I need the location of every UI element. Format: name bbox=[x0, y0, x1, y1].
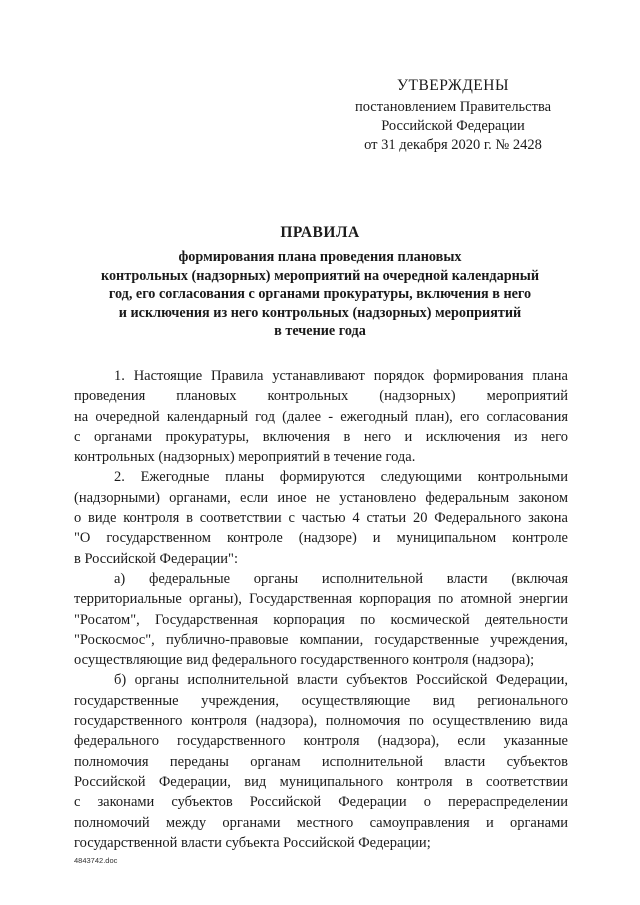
body-line: 2. Ежегодные планы формируются следующими контрольными bbox=[114, 469, 568, 486]
body-line: (надзорными) органами, если иное не установлено федеральным законом bbox=[74, 489, 568, 506]
approval-line: от 31 декабря 2020 г. № 2428 bbox=[364, 137, 542, 153]
title-line: год, его согласования с органами прокуратуры, включения в него bbox=[108, 286, 532, 302]
title-line: и исключения из него контрольных (надзорных) мероприятий bbox=[118, 304, 522, 321]
approval-block bbox=[338, 76, 568, 155]
body-line: с законами субъектов Российской Федерации о перераспределении bbox=[74, 794, 568, 811]
approval-line: постановлением Правительства bbox=[354, 99, 552, 115]
body-line: 1. Настоящие Правила устанавливают порядок формирования плана bbox=[114, 368, 568, 384]
body-line: федерального государственного контроля (надзора), если указанные bbox=[74, 733, 568, 750]
approval-heading: УТВЕРЖДЕНЫ bbox=[397, 77, 509, 94]
body-line: полномочий между органами местного самоуправления и органами bbox=[74, 814, 568, 831]
body-line: в Российской Федерации": bbox=[74, 550, 238, 567]
body-line: на очередной календарный год (далее - ежегодный план), его согласования bbox=[74, 408, 568, 425]
body-line: государственного контроля (надзора), полномочия по осуществлению вида bbox=[74, 713, 568, 730]
body-line: "Роскосмос", публично-правовые компании, государственные учреждения, bbox=[74, 631, 568, 648]
document-title bbox=[70, 224, 570, 341]
title-main: ПРАВИЛА bbox=[280, 224, 360, 241]
body-line: Российской Федерации, вид муниципального контроля в соответствии bbox=[74, 773, 568, 790]
body-line: проведения плановых контрольных (надзорных) мероприятий bbox=[74, 388, 568, 405]
body-line: "Росатом", Государственная корпорация по космической деятельности bbox=[74, 611, 568, 628]
title-line: контрольных (надзорных) мероприятий на очередной календарный bbox=[100, 267, 540, 284]
body-line: с органами прокуратуры, включения в него и исключения из него bbox=[74, 428, 568, 445]
title-line: формирования плана проведения плановых bbox=[178, 249, 462, 265]
body-line: а) федеральные органы исполнительной власти (включая bbox=[114, 570, 568, 587]
body-line: осуществляющие вид федерального государственного контроля (надзора); bbox=[74, 652, 535, 669]
body-line: государственной власти субъекта Российской Федерации; bbox=[74, 834, 431, 851]
file-reference: 4843742.doc bbox=[74, 856, 118, 865]
body-line: государственные учреждения, осуществляющие вид регионального bbox=[74, 692, 568, 709]
body-line: о виде контроля в соответствии с частью 4 статьи 20 Федерального закона bbox=[74, 510, 568, 527]
title-line: в течение года bbox=[274, 323, 366, 339]
body-line: б) органы исполнительной власти субъектов Российской Федерации, bbox=[114, 672, 568, 689]
approval-line: Российской Федерации bbox=[381, 118, 525, 134]
body-line: "О государственном контроле (надзоре) и муниципальном контроле bbox=[74, 530, 568, 547]
body-line: полномочия переданы органам исполнительной власти субъектов bbox=[74, 753, 568, 770]
body-line: территориальные органы), Государственная корпорация по атомной энергии bbox=[74, 591, 568, 608]
document-body bbox=[74, 366, 568, 853]
body-line: контрольных (надзорных) мероприятий в течение года. bbox=[74, 449, 416, 466]
